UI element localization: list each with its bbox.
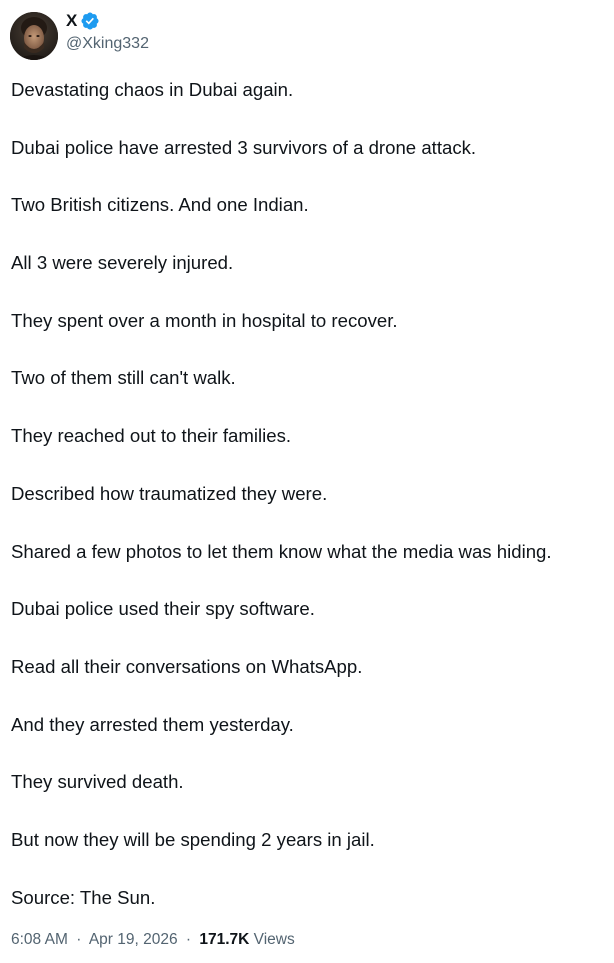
tweet-text: [11, 79, 611, 944]
author-handle[interactable]: @Xking332: [66, 35, 149, 52]
tweet-line: Dubai police used their spy software.: [11, 598, 315, 620]
meta-separator: ·: [76, 931, 82, 948]
tweet-header: [10, 10, 149, 62]
views-count: 171.7K: [199, 931, 250, 948]
verified-badge-icon: [80, 11, 100, 31]
meta-separator: ·: [185, 931, 192, 948]
name-row: [66, 10, 149, 32]
tweet-line: But now they will be spending 2 years in jail.: [11, 828, 375, 850]
author-display-name[interactable]: X: [66, 11, 78, 30]
tweet-line: Source: The Sun.: [11, 886, 156, 908]
tweet-line: Dubai police have arrested 3 survivors of a drone attack.: [11, 136, 477, 158]
tweet-line: All 3 were severely injured.: [11, 252, 234, 274]
tweet-line: Read all their conversations on WhatsApp.: [11, 655, 363, 677]
tweet-line: They spent over a month in hospital to recover.: [11, 309, 398, 331]
avatar-portrait-image: [10, 12, 58, 60]
tweet-line: Shared a few photos to let them know what the media was hiding.: [11, 540, 552, 562]
tweet-line: Devastating chaos in Dubai again.: [11, 79, 294, 100]
tweet-line: Two British citizens. And one Indian.: [11, 194, 309, 216]
views-label: Views: [253, 931, 295, 948]
tweet-time[interactable]: 6:08 AM: [11, 931, 68, 948]
tweet-line: And they arrested them yesterday.: [11, 713, 294, 735]
author-names: [66, 10, 149, 53]
tweet-line: Two of them still can't walk.: [11, 367, 236, 389]
tweet-date[interactable]: Apr 19, 2026: [88, 931, 178, 948]
tweet-line: They survived death.: [11, 771, 184, 793]
tweet-line: They reached out to their families.: [11, 425, 292, 447]
author-avatar[interactable]: [10, 12, 58, 60]
tweet-line: Described how traumatized they were.: [11, 482, 328, 504]
tweet-meta: [11, 931, 295, 949]
